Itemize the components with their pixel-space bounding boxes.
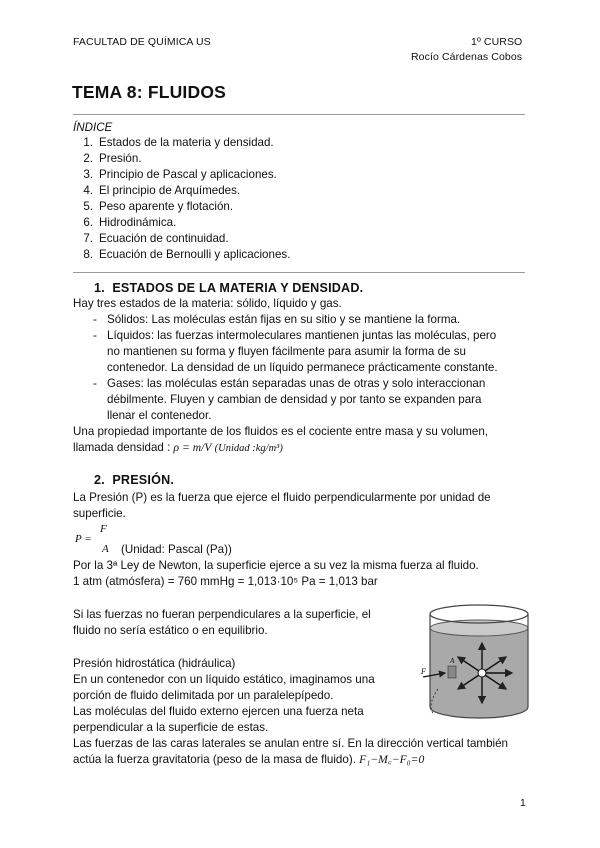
formula-lhs: P = <box>75 533 92 545</box>
gravity-line: actúa la fuerza gravitatoria (peso de la masa de fluido). F₁−M꜀−F₀=0 <box>73 753 425 766</box>
text-line: Si las fuerzas no fueran perpendiculares a la superficie, el <box>73 608 371 621</box>
bullet-line: contenedor. La densidad de un líquido permanece prácticamente constante. <box>107 361 498 374</box>
newton-atm-block <box>73 558 479 590</box>
index-item: 2. Presión. <box>83 152 142 165</box>
fluid-element <box>478 669 486 677</box>
formula-unit: (Unidad: Pascal (Pa)) <box>121 543 232 556</box>
perpendicular-text <box>73 607 371 639</box>
bullet-line: no mantienen su forma y fluyen fácilmente para asumir la forma de su <box>107 345 466 358</box>
area-patch <box>448 666 456 678</box>
bullet-line: llenar el contenedor. <box>107 409 212 422</box>
section1-body <box>73 296 498 457</box>
density-formula: ρ = m/V <box>173 441 212 454</box>
text-line: perpendicular a la superficie de estas. <box>73 721 269 734</box>
formula-numerator: F <box>100 523 107 535</box>
index-item: 1. Estados de la materia y densidad. <box>83 136 274 149</box>
bullet-liquids: - Líquidos: las fuerzas intermoleculares mantienen juntas las moléculas, pero <box>93 329 497 342</box>
density-line: llamada densidad : ρ = m/V (Unidad :kg/m³) <box>73 441 283 454</box>
text-line: fluido no sería estático o en equilibrio. <box>73 624 268 637</box>
index-list <box>73 135 290 263</box>
text-line: En un contenedor con un líquido estático, imaginamos una <box>73 673 375 686</box>
density-unit: (Unidad :kg/m³) <box>214 443 283 454</box>
section1-intro: Hay tres estados de la materia: sólido, líquido y gas. <box>73 297 342 310</box>
index-item: 7. Ecuación de continuidad. <box>83 232 229 245</box>
area-label: A <box>450 657 455 665</box>
index-heading: ÍNDICE <box>73 121 113 134</box>
force-label: F <box>421 667 426 676</box>
index-item: 4. El principio de Arquímedes. <box>83 184 241 197</box>
newton-line: Por la 3ª Ley de Newton, la superficie ejerce a su vez la misma fuerza al fluido. <box>73 559 479 572</box>
bullet-gases: - Gases: las moléculas están separadas unas de otras y solo interaccionan <box>93 377 486 390</box>
bullet-line: débilmente. Fluyen y cambian de densidad y por tanto se expanden para <box>107 393 482 406</box>
page-number: 1 <box>520 797 526 809</box>
pressure-formula <box>75 521 375 561</box>
lateral-line: Las fuerzas de las caras laterales se anulan entre sí. En la dirección vertical también <box>73 737 508 750</box>
header-faculty: FACULTAD DE QUÍMICA US <box>73 36 211 48</box>
hydrostatic-title: Presión hidrostática (hidráulica) <box>73 657 236 670</box>
index-item: 5. Peso aparente y flotación. <box>83 200 234 213</box>
text-line: La Presión (P) es la fuerza que ejerce el fluido perpendicularmente por unidad de <box>73 491 491 504</box>
text-line: porción de fluido delimitada por un paralelepípedo. <box>73 689 334 702</box>
index-divider <box>73 272 525 273</box>
index-item: 3. Principio de Pascal y aplicaciones. <box>83 168 277 181</box>
density-property-line: Una propiedad importante de los fluidos es el cociente entre masa y su volumen, <box>73 425 489 438</box>
index-item: 6. Hidrodinámica. <box>83 216 177 229</box>
pressure-definition <box>73 490 491 522</box>
atm-line: 1 atm (atmósfera) = 760 mmHg = 1,013·10⁵ Pa = 1,013 bar <box>73 575 378 588</box>
section1-heading: 1. ESTADOS DE LA MATERIA Y DENSIDAD. <box>94 281 364 295</box>
text-line: Las moléculas del fluido externo ejercen una fuerza neta <box>73 705 364 718</box>
formula-denominator: A <box>102 543 109 555</box>
section2-heading: 2. PRESIÓN. <box>94 473 175 487</box>
header-author: Rocío Cárdenas Cobos <box>411 51 523 63</box>
page-title: TEMA 8: FLUIDOS <box>72 82 227 102</box>
header-course: 1º CURSO <box>471 36 523 48</box>
fluid-container-figure <box>400 603 530 721</box>
gravity-formula: F₁−M꜀−F₀=0 <box>359 753 425 766</box>
bullet-solids: - Sólidos: Las moléculas están fijas en su sitio y se mantiene la forma. <box>93 313 461 326</box>
index-item: 8. Ecuación de Bernoulli y aplicaciones. <box>83 248 291 261</box>
text-line: superficie. <box>73 507 126 520</box>
title-divider <box>73 114 525 115</box>
